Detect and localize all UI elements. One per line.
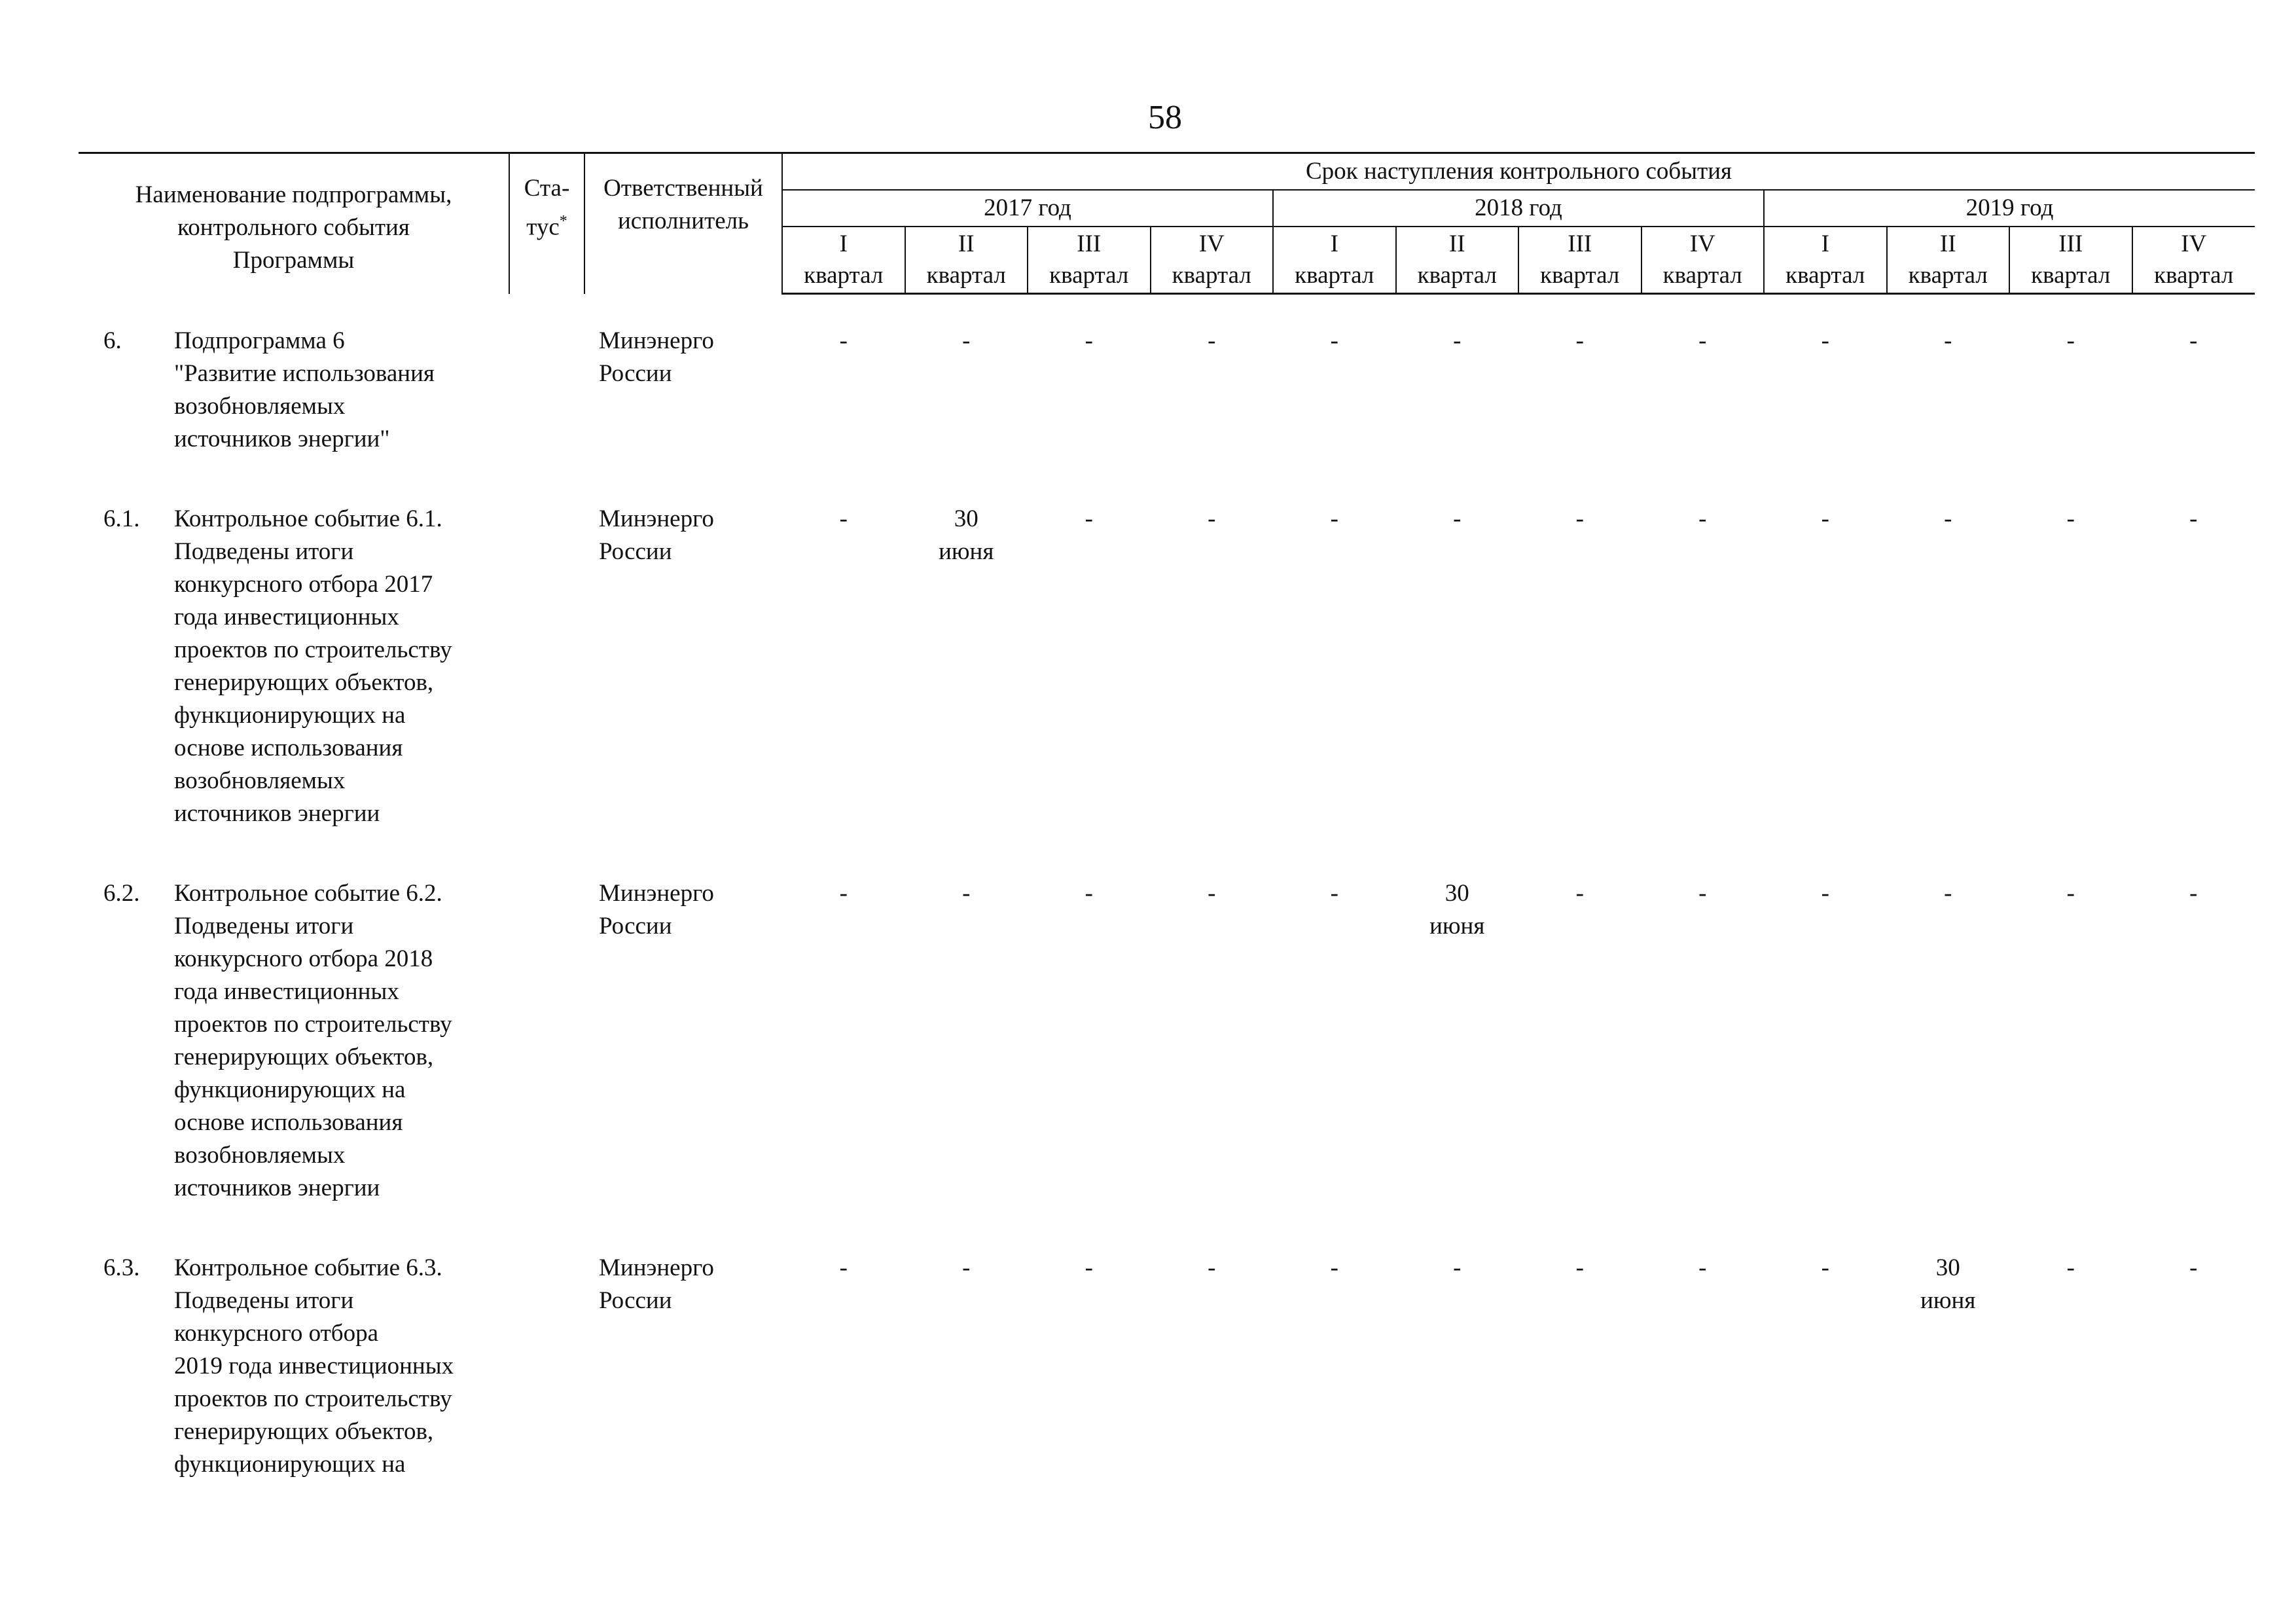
quarter-number: I (1330, 230, 1338, 257)
quarter-word: квартал (1540, 262, 1620, 289)
quarter-cell: - (1085, 880, 1093, 907)
control-events-table (79, 152, 2255, 1481)
quarter-header (905, 227, 1028, 294)
quarter-cell: - (962, 880, 971, 907)
quarter-cell: - (1330, 505, 1338, 532)
quarter-cell: - (2189, 880, 2198, 907)
row-status (509, 503, 584, 877)
quarter-cell: - (962, 327, 971, 354)
row-number: 6.2. (103, 880, 140, 907)
table-row (79, 877, 2255, 1252)
row-name: Подпрограмма 6 "Развитие использования возобновляемых источников энергии" (174, 327, 435, 452)
quarter-cell: - (839, 327, 848, 354)
quarter-cell: - (1944, 327, 1952, 354)
row-number: 6.3. (103, 1254, 140, 1281)
quarter-word: квартал (1662, 262, 1742, 289)
status-column-header (509, 153, 584, 294)
quarter-cell: - (1821, 880, 1829, 907)
quarter-cell: - (1330, 1254, 1338, 1281)
quarter-word: квартал (1295, 262, 1374, 289)
quarter-number: II (1448, 230, 1465, 257)
table-row (79, 1252, 2255, 1481)
quarter-header (2009, 227, 2132, 294)
quarter-number: IV (1689, 230, 1715, 257)
row-number: 6.1. (103, 505, 140, 532)
deadline-group-header: Срок наступления контрольного события (782, 153, 2255, 191)
quarter-cell: - (2066, 327, 2075, 354)
quarter-cell: - (1330, 880, 1338, 907)
quarter-cell: - (1453, 1254, 1462, 1281)
quarter-word: квартал (1049, 262, 1129, 289)
quarter-cell: - (1698, 505, 1707, 532)
row-name: Контрольное событие 6.3. Подведены итоги конкурсного отбора 2019 года инвестиционных проектов по строительству генерирующих объектов, функционирующих на (174, 1254, 454, 1478)
quarter-number: IV (1198, 230, 1225, 257)
quarter-cell: - (1085, 1254, 1093, 1281)
quarter-number: IV (2181, 230, 2207, 257)
quarter-cell: - (1821, 1254, 1829, 1281)
quarter-cell: - (1208, 505, 1216, 532)
quarter-cell: - (1575, 505, 1584, 532)
quarter-number: III (2058, 230, 2083, 257)
row-status (509, 325, 584, 503)
name-column-header: Наименование подпрограммы, контрольного события Программы (79, 153, 509, 294)
row-responsible: Минэнерго России (599, 327, 714, 387)
quarter-cell: - (1453, 327, 1462, 354)
quarter-cell: - (839, 880, 848, 907)
row-responsible: Минэнерго России (599, 880, 714, 939)
quarter-cell: - (2189, 1254, 2198, 1281)
quarter-cell: - (1208, 327, 1216, 354)
quarter-cell: - (1575, 880, 1584, 907)
quarter-cell: 30 июня (1920, 1254, 1976, 1314)
year-header: 2019 год (1764, 190, 2255, 227)
quarter-cell: 30 июня (1429, 880, 1485, 939)
quarter-word: квартал (1172, 262, 1251, 289)
quarter-cell: - (1085, 327, 1093, 354)
quarter-cell: - (839, 1254, 848, 1281)
page-number: 58 (1148, 99, 1182, 136)
quarter-header (1028, 227, 1151, 294)
quarter-cell: - (1575, 1254, 1584, 1281)
quarter-header (1396, 227, 1519, 294)
quarter-word: квартал (1417, 262, 1497, 289)
quarter-cell: - (1698, 327, 1707, 354)
row-responsible: Минэнерго России (599, 505, 714, 565)
quarter-header (1887, 227, 2010, 294)
row-name: Контрольное событие 6.1. Подведены итоги конкурсного отбора 2017 года инвестиционных проектов по строительству генерирующих объектов, функционирующих на основе использования возобновляемых источников энергии (174, 505, 452, 827)
quarter-cell: - (2066, 505, 2075, 532)
quarter-cell: - (2066, 880, 2075, 907)
quarter-header (1641, 227, 1765, 294)
row-responsible: Минэнерго России (599, 1254, 714, 1314)
quarter-cell: 30 июня (939, 505, 994, 565)
responsible-column-header: Ответственный исполнитель (584, 153, 782, 294)
quarter-cell: - (839, 505, 848, 532)
quarter-header (1273, 227, 1396, 294)
quarter-cell: - (1575, 327, 1584, 354)
table-header (79, 153, 2255, 294)
quarter-cell: - (1698, 1254, 1707, 1281)
quarter-cell: - (1085, 505, 1093, 532)
year-header: 2017 год (782, 190, 1273, 227)
quarter-number: III (1568, 230, 1592, 257)
quarter-cell: - (1821, 327, 1829, 354)
quarter-number: III (1077, 230, 1102, 257)
quarter-header (1151, 227, 1274, 294)
quarter-word: квартал (1785, 262, 1865, 289)
quarter-cell: - (1453, 505, 1462, 532)
quarter-word: квартал (804, 262, 884, 289)
quarter-cell: - (962, 1254, 971, 1281)
row-name: Контрольное событие 6.2. Подведены итоги конкурсного отбора 2018 года инвестиционных проектов по строительству генерирующих объектов, функционирующих на основе использования возобновляемых источников энергии (174, 880, 452, 1201)
quarter-cell: - (2066, 1254, 2075, 1281)
quarter-cell: - (1698, 880, 1707, 907)
quarter-header (782, 227, 905, 294)
quarter-header (1518, 227, 1641, 294)
quarter-number: I (839, 230, 848, 257)
status-column-label: Ста- тус (524, 175, 570, 241)
year-header: 2018 год (1273, 190, 1764, 227)
quarter-cell: - (2189, 505, 2198, 532)
quarter-cell: - (1208, 1254, 1216, 1281)
quarter-cell: - (1821, 505, 1829, 532)
quarter-header (1764, 227, 1887, 294)
status-footnote-mark: * (559, 213, 567, 230)
quarter-word: квартал (2031, 262, 2111, 289)
quarter-word: квартал (926, 262, 1006, 289)
quarter-word: квартал (2154, 262, 2234, 289)
quarter-cell: - (1944, 505, 1952, 532)
row-status (509, 1252, 584, 1481)
quarter-cell: - (1944, 880, 1952, 907)
quarter-number: I (1821, 230, 1829, 257)
quarter-cell: - (1208, 880, 1216, 907)
quarter-header (2132, 227, 2255, 294)
row-number: 6. (103, 327, 122, 354)
table-row (79, 325, 2255, 503)
table-row (79, 503, 2255, 877)
quarter-word: квартал (1908, 262, 1988, 289)
table-body (79, 294, 2255, 1482)
row-status (509, 877, 584, 1252)
quarter-number: II (958, 230, 975, 257)
quarter-number: II (1939, 230, 1956, 257)
quarter-cell: - (1330, 327, 1338, 354)
quarter-cell: - (2189, 327, 2198, 354)
